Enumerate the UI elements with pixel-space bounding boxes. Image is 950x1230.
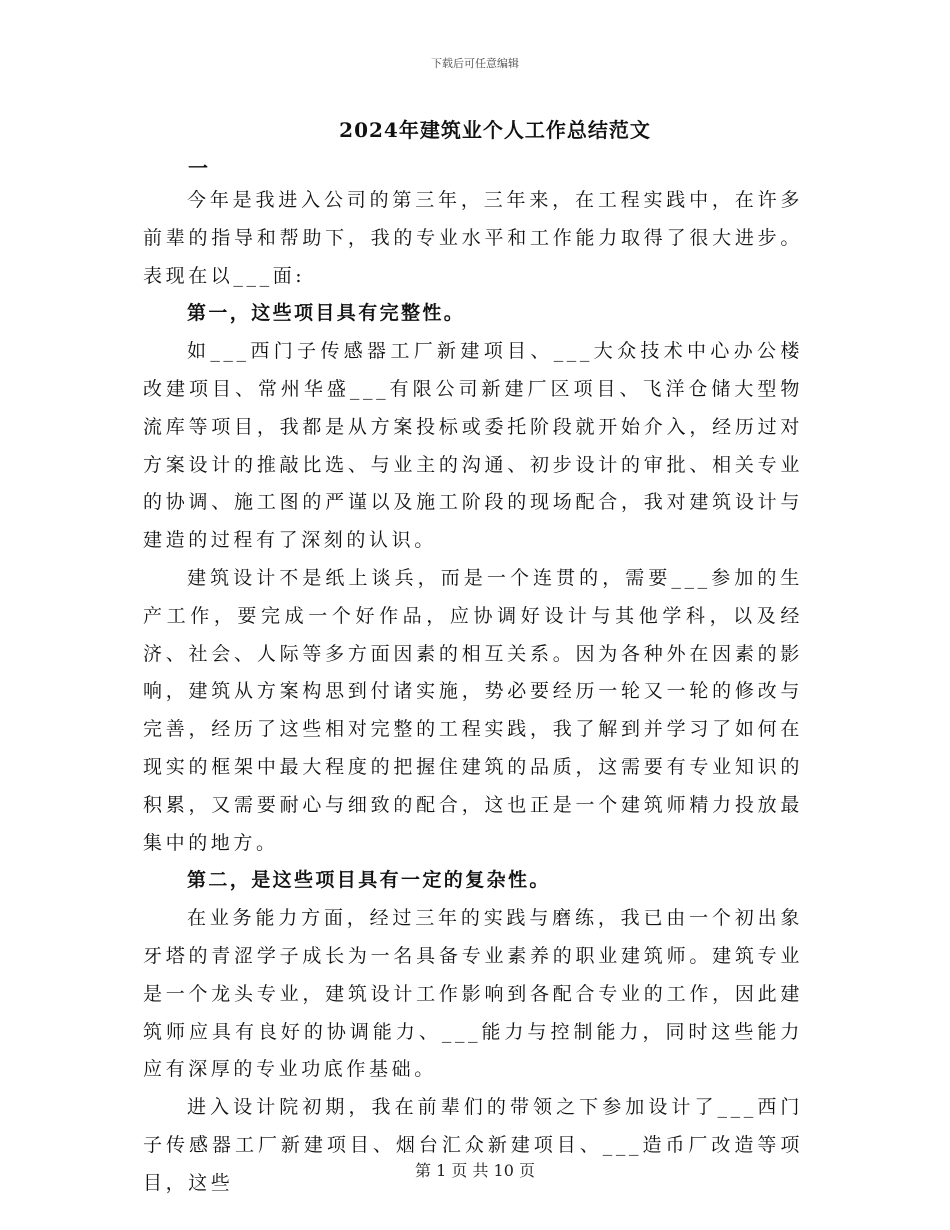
paragraph: 在业务能力方面，经过三年的实践与磨练，我已由一个初出象牙塔的青涩学子成长为一名具备专业素养的职业建筑师。建筑专业是一个龙头专业，建筑设计工作影响到各配合专业的工作，因此建筑师应具有良好的协调能力、___能力与控制能力，同时这些能力应有深厚的专业功底作基础。 bbox=[143, 907, 803, 1081]
section-marker: 一 bbox=[188, 156, 208, 180]
page-header-note: 下载后可任意编辑 bbox=[431, 57, 519, 70]
paragraph: 建筑设计不是纸上谈兵，而是一个连贯的，需要___参加的生产工作，要完成一个好作品，应协调好设计与其他学科，以及经济、社会、人际等多方面因素的相互关系。因为各种外在因素的影响，建筑从方案构思到付诸实施，势必要经历一轮又一轮的修改与完善，经历了这些相对完整的工程实践，我了解到并学习了如何在现实的框架中最大程度的把握住建筑的品质，这需要有专业知识的积累，又需要耐心与细致的配合，这也正是一个建筑师精力投放最集中的地方。 bbox=[143, 566, 803, 854]
paragraph: 进入设计院初期，我在前辈们的带领之下参加设计了___西门子传感器工厂新建项目、烟台汇众新建项目、___造币厂改造等项目，这些 bbox=[143, 1096, 803, 1194]
page-number: 第 1 页 共 10 页 bbox=[415, 1161, 535, 1180]
document-title: 2024年建筑业个人工作总结范文 bbox=[339, 118, 651, 142]
document-body bbox=[143, 182, 803, 1203]
section-heading: 第一，这些项目具有完整性。 bbox=[187, 302, 466, 325]
paragraph: 今年是我进入公司的第三年，三年来，在工程实践中，在许多前辈的指导和帮助下，我的专业水平和工作能力取得了很大进步。表现在以___面: bbox=[143, 189, 803, 287]
paragraph: 如___西门子传感器工厂新建项目、___大众技术中心办公楼改建项目、常州华盛___有限公司新建厂区项目、飞洋仓储大型物流库等项目，我都是从方案投标或委托阶段就开始介入，经历过对方案设计的推敲比选、与业主的沟通、初步设计的审批、相关专业的协调、施工图的严谨以及施工阶段的现场配合，我对建筑设计与建造的过程有了深刻的认识。 bbox=[143, 340, 803, 552]
section-heading: 第二，是这些项目具有一定的复杂性。 bbox=[187, 869, 551, 892]
